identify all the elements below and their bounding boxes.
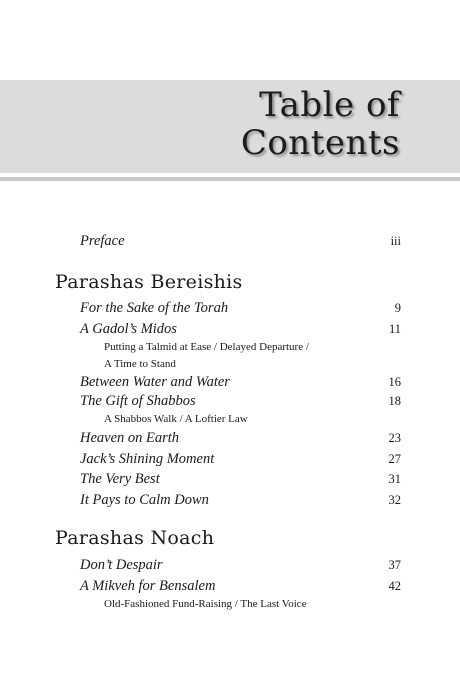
toc-entry-label: Don’t Despair [80,557,163,573]
toc-entry-page: 18 [388,394,401,408]
toc-entry-page: 37 [388,558,401,572]
toc-entry-page: 23 [388,431,401,445]
toc-entry-label: Heaven on Earth [80,430,180,446]
toc-subentry: Putting a Talmid at Ease / Delayed Departure / [104,341,309,353]
toc-entry-page: 31 [388,472,401,486]
page-title [241,86,400,162]
toc-entry-page: 32 [388,493,401,507]
toc-entry [0,450,460,470]
toc-entry-label: The Very Best [80,471,160,487]
toc-entry [0,429,460,449]
toc-entry-label: Jack’s Shining Moment [80,451,215,467]
toc-entry [0,392,460,412]
toc-entry [0,470,460,490]
toc-entry [0,556,460,576]
toc-entry-label: A Gadol’s Midos [80,321,177,337]
toc-entry [0,320,460,340]
toc-entry-label: It Pays to Calm Down [80,492,209,508]
toc-entry-label: Preface [80,233,125,249]
toc-subentry: Old-Fashioned Fund-Raising / The Last Voice [104,598,307,610]
toc-entry [0,373,460,393]
toc-entry-page: 16 [388,375,401,389]
toc-entry [0,491,460,511]
section-heading-noach: Parashas Noach [55,527,215,549]
toc-entry-page: 11 [388,322,401,336]
section-heading-bereishis: Parashas Bereishis [55,271,243,293]
toc-entry-label: The Gift of Shabbos [80,393,196,409]
toc-entry [0,577,460,597]
page-title-line-2: Contents [240,123,400,163]
toc-entry-page: 9 [394,301,401,315]
toc-entry-preface [0,232,460,252]
toc-entry-page: iii [390,234,401,248]
toc-subentry: A Shabbos Walk / A Loftier Law [104,413,248,425]
toc-entry-label: For the Sake of the Torah [80,300,229,316]
toc-entry-label: A Mikveh for Bensalem [80,578,216,594]
page-title-line-1: Table of [259,85,400,125]
toc-entry-page: 27 [388,452,401,466]
toc-entry [0,299,460,319]
toc-entry-page: 42 [388,579,401,593]
title-divider [0,177,460,181]
toc-subentry: A Time to Stand [104,358,176,370]
toc-entry-label: Between Water and Water [80,374,230,390]
